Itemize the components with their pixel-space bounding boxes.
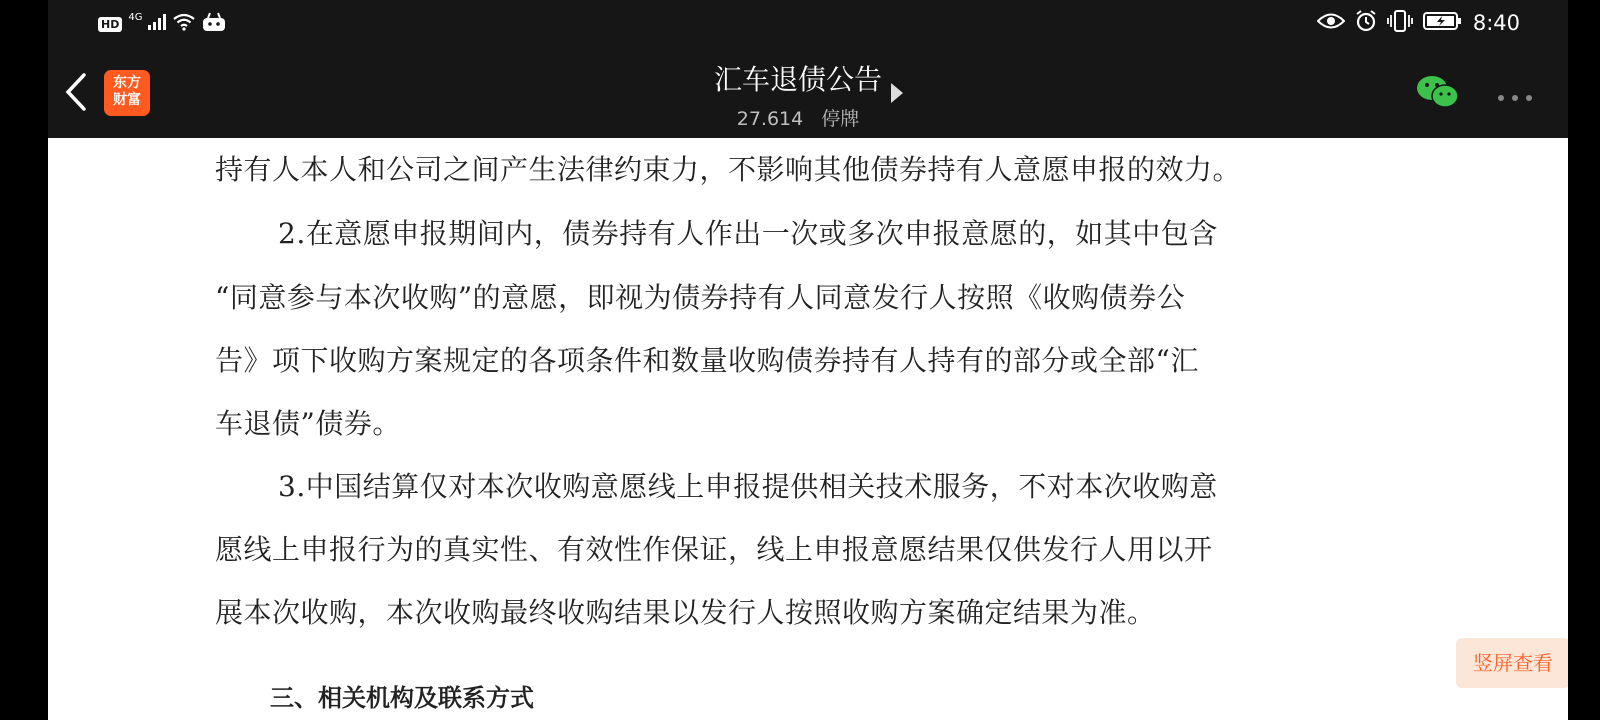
doc-line: 持有人本人和公司之间产生法律约束力，不影响其他债券持有人意愿申报的效力。 xyxy=(215,153,1242,186)
network-type: 4G xyxy=(128,11,143,23)
vibrate-icon xyxy=(1387,10,1413,36)
document-viewer[interactable] xyxy=(48,138,1568,720)
logo-line1: 东方 xyxy=(113,75,141,91)
wechat-icon[interactable] xyxy=(1416,74,1460,114)
app-logo[interactable] xyxy=(104,70,150,116)
doc-line: 3.中国结算仅对本次收购意愿线上申报提供相关技术服务，不对本次收购意 xyxy=(278,470,1218,503)
logo-line2: 财富 xyxy=(113,92,141,108)
doc-line: 2.在意愿申报期间内，债券持有人作出一次或多次申报意愿的，如其中包含 xyxy=(278,217,1218,250)
clock: 8:40 xyxy=(1472,11,1520,35)
page-title: 汇车退债公告 xyxy=(713,63,882,96)
doc-line: 告》项下收购方案规定的各项条件和数量收购债券持有人持有的部分或全部“汇 xyxy=(215,344,1199,377)
wifi-icon xyxy=(172,13,196,35)
status-bar xyxy=(48,0,1568,48)
price-value: 27.614 xyxy=(736,108,804,130)
section-heading: 三、相关机构及联系方式 xyxy=(270,684,534,712)
hd-badge: HD xyxy=(98,17,122,32)
left-black-border xyxy=(0,0,48,720)
app-header xyxy=(48,48,1568,138)
more-icon[interactable] xyxy=(1496,88,1534,107)
doc-line: “同意参与本次收购”的意愿，即视为债券持有人同意发行人按照《收购债券公 xyxy=(215,281,1186,314)
vpn-icon xyxy=(202,12,226,36)
right-black-border xyxy=(1568,0,1600,720)
doc-line: 车退债”债券。 xyxy=(215,407,401,440)
doc-line: 愿线上申报行为的真实性、有效性作保证，线上申报意愿结果仅供发行人用以开 xyxy=(215,533,1213,566)
battery-icon xyxy=(1423,11,1463,35)
alarm-icon xyxy=(1355,10,1377,36)
play-triangle-icon[interactable] xyxy=(890,82,904,108)
status-right-group xyxy=(1317,10,1520,36)
back-icon[interactable] xyxy=(62,72,88,116)
portrait-view-button[interactable]: 竖屏查看 xyxy=(1456,638,1568,688)
quote-line xyxy=(648,104,948,131)
eye-icon xyxy=(1317,12,1345,34)
trading-status: 停牌 xyxy=(821,108,860,130)
doc-line: 展本次收购，本次收购最终收购结果以发行人按照收购方案确定结果为准。 xyxy=(215,596,1156,629)
signal-icon xyxy=(148,14,166,34)
status-left-group xyxy=(98,12,226,36)
